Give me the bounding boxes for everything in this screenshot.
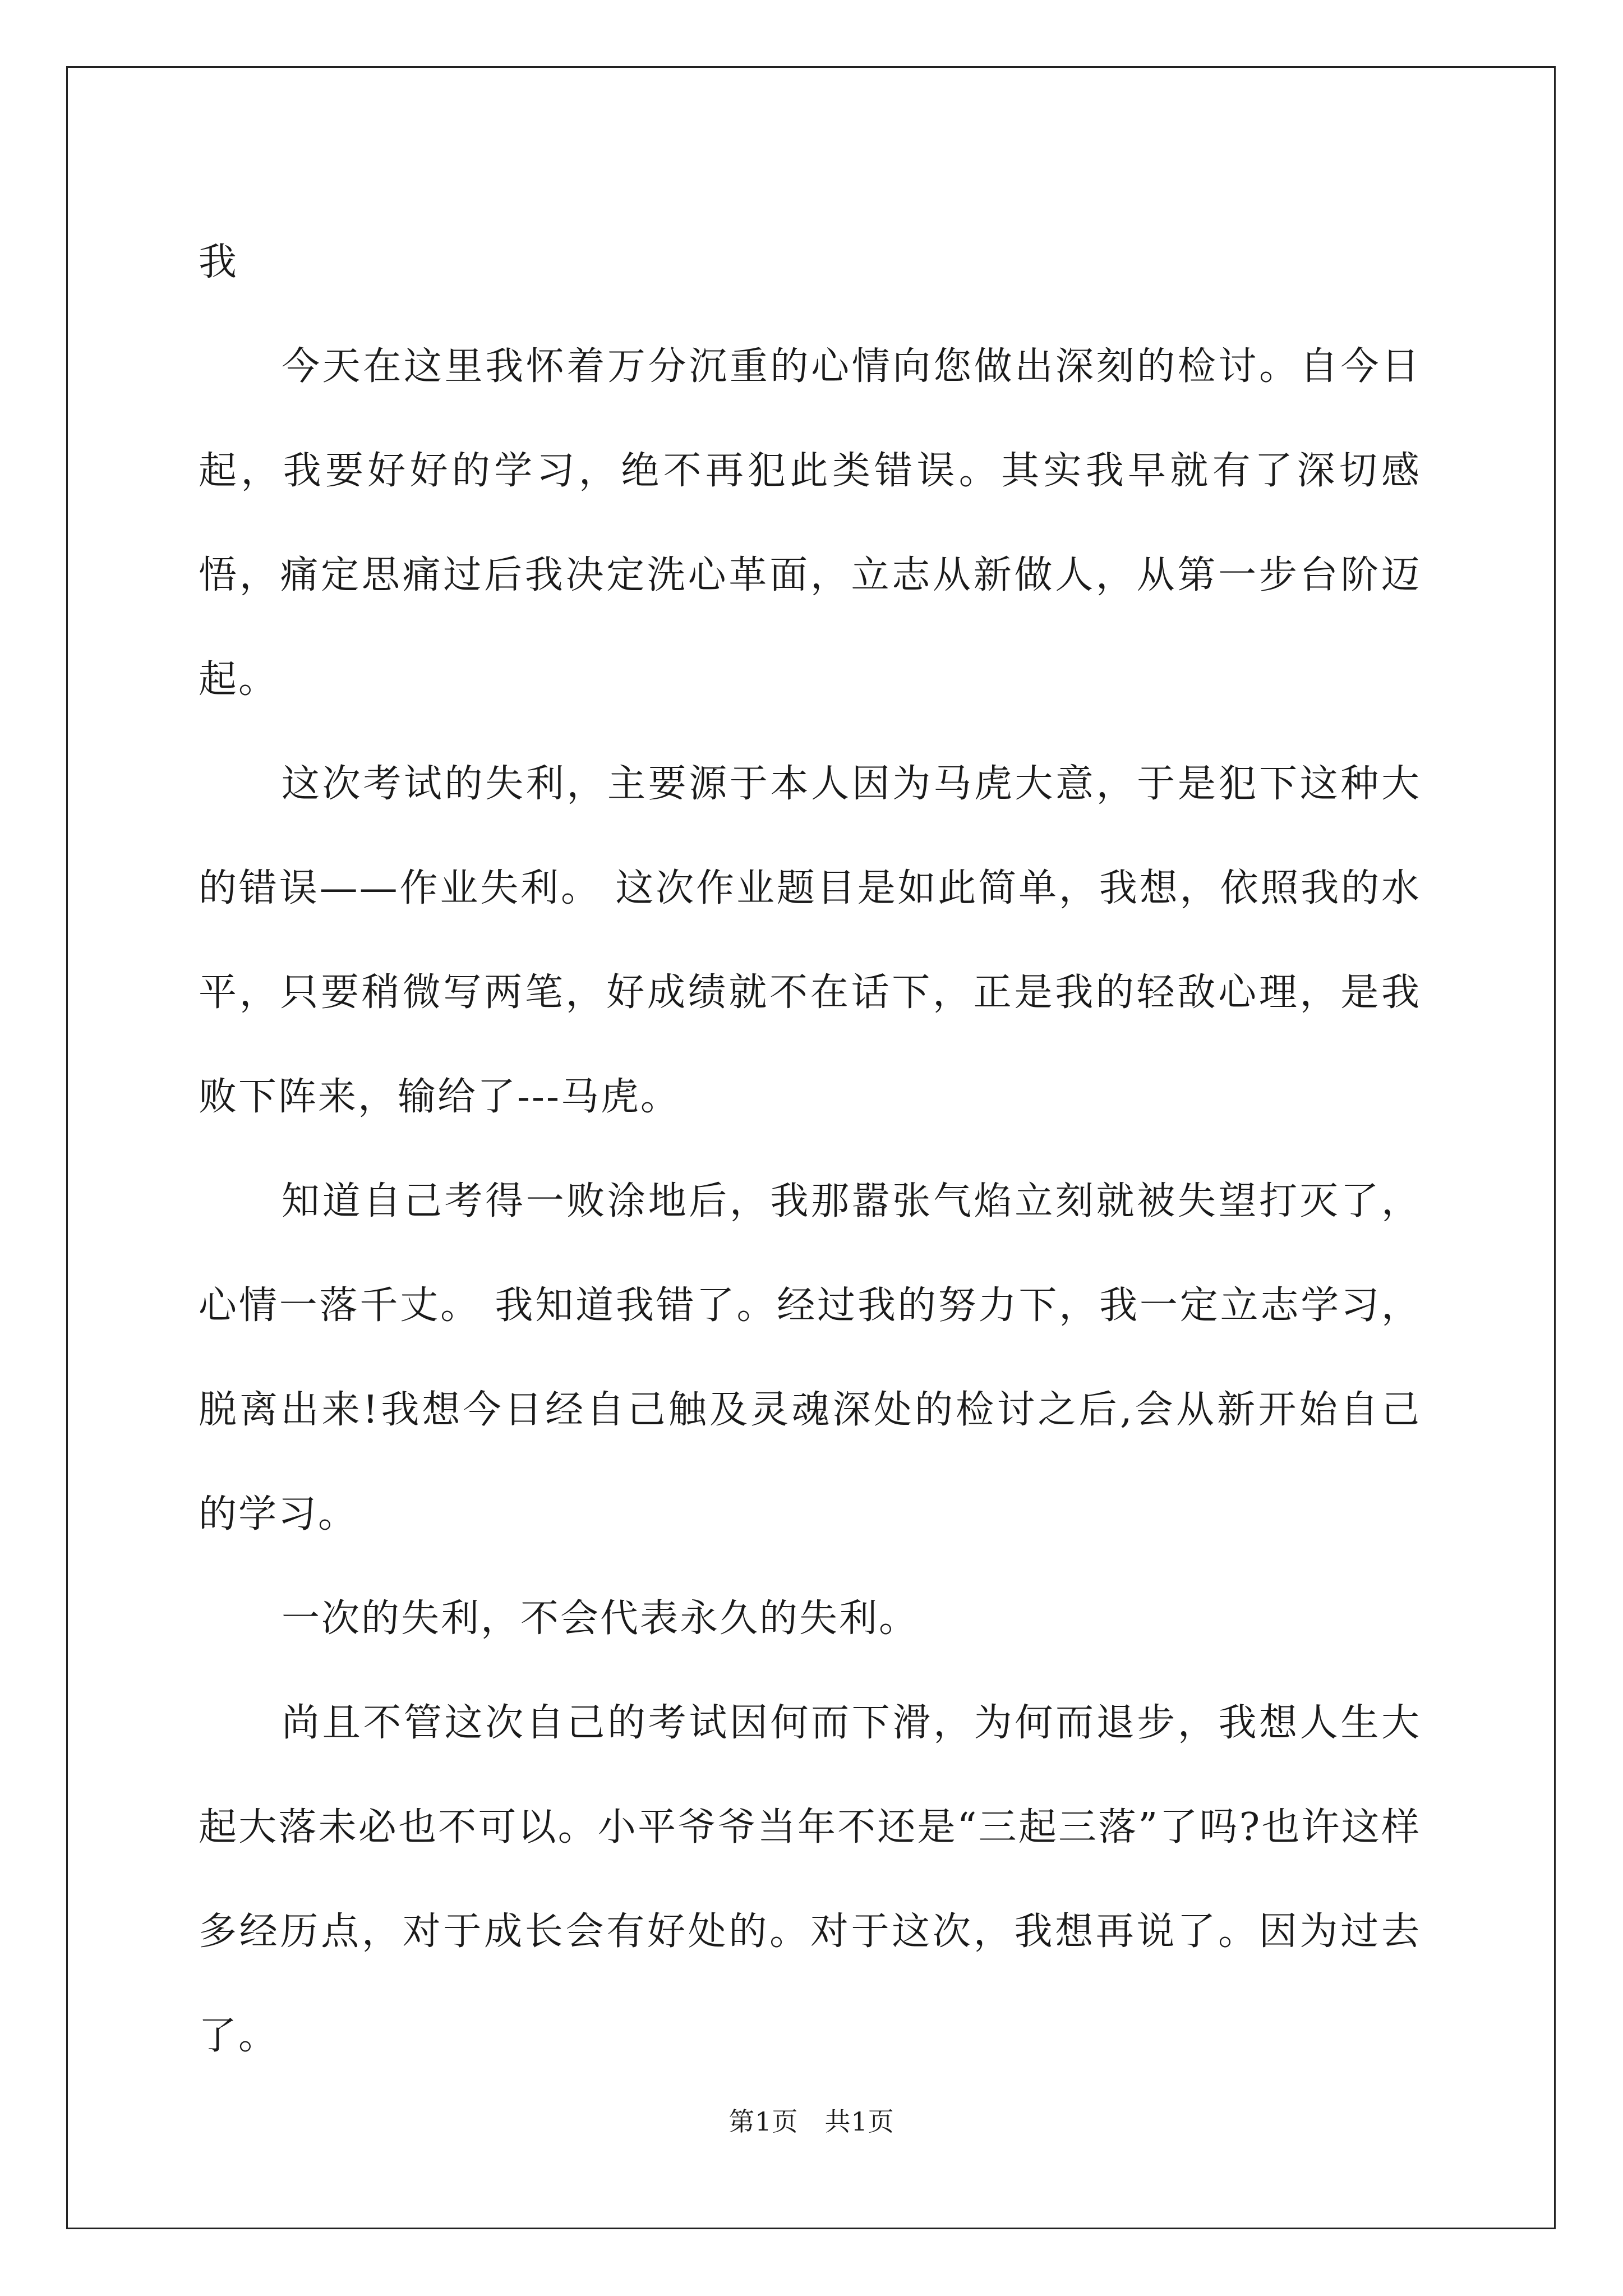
paragraph-3: 知道自己考得一败涂地后，我那嚣张气焰立刻就被失望打灭了，心情一落千丈。 我知道我错了。经过我的努力下，我一定立志学习，脱离出来!我想今日经自己触及灵魂深处的检讨之后,会从新开始自己的学习。 (199, 1179, 1421, 1536)
paragraph-4: 一次的失利，不会代表永久的失利。 (282, 1596, 919, 1641)
paragraph-1: 今天在这里我怀着万分沉重的心情向您做出深刻的检讨。自今日起，我要好好的学习，绝不再犯此类错误。其实我早就有了深切感悟，痛定思痛过后我决定洗心革面，立志从新做人，从第一步台阶迈起。 (199, 344, 1421, 702)
paragraph-5: 尚且不管这次自己的考试因何而下滑，为何而退步，我想人生大起大落未必也不可以。小平爷爷当年不还是“三起三落”了吗?也许这样多经历点，对于成长会有好处的。对于这次，我想再说了。因为过去了。 (199, 1701, 1421, 2058)
page-number-footer: 第1页 共1页 (728, 2106, 895, 2137)
salutation: 我 (199, 240, 239, 284)
document-body (199, 210, 1421, 2088)
paragraph-2: 这次考试的失利，主要源于本人因为马虎大意，于是犯下这种大的错误——作业失利。 这次作业题目是如此简单，我想，依照我的水平，只要稍微写两笔，好成绩就不在话下，正是我的轻敌心理，是我败下阵来，输给了---马虎。 (199, 762, 1421, 1119)
